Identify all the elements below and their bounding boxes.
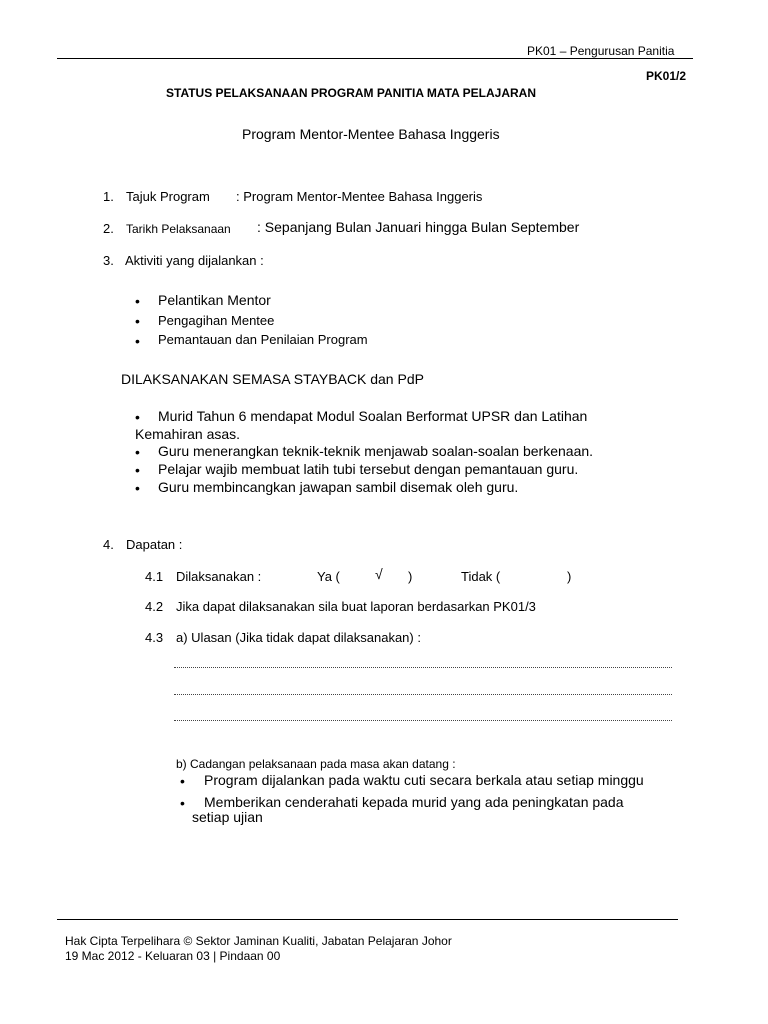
stayback-heading: DILAKSANAKAN SEMASA STAYBACK dan PdP xyxy=(121,371,424,387)
item3-label: Aktiviti yang dijalankan : xyxy=(125,253,264,268)
item1-label: Tajuk Program xyxy=(126,189,210,204)
stayback-item-continued: Kemahiran asas. xyxy=(135,426,241,442)
activity-item: Pemantauan dan Penilaian Program xyxy=(158,332,368,347)
ya-close-paren: ) xyxy=(408,569,413,584)
bullet-icon: • xyxy=(180,795,185,811)
cadangan-label: b) Cadangan pelaksanaan pada masa akan datang : xyxy=(176,757,456,771)
cadangan-item: Program dijalankan pada waktu cuti secara berkala atau setiap minggu xyxy=(204,772,644,788)
bullet-icon: • xyxy=(135,480,140,496)
dapatan-number: 4. xyxy=(103,537,114,552)
d43-number: 4.3 xyxy=(145,630,164,645)
d43-text: a) Ulasan (Jika tidak dapat dilaksanakan) : xyxy=(176,630,421,645)
tidak-label: Tidak ( xyxy=(461,569,501,584)
d41-label: Dilaksanakan : xyxy=(176,569,262,584)
stayback-item: Guru menerangkan teknik-teknik menjawab soalan-soalan berkenaan. xyxy=(158,443,594,459)
ya-checkmark-icon: √ xyxy=(375,566,383,582)
footer-version: 19 Mac 2012 - Keluaran 03 | Pindaan 00 xyxy=(65,949,281,963)
d42-text: Jika dapat dilaksanakan sila buat laporan berdasarkan PK01/3 xyxy=(176,599,536,614)
stayback-item: Pelajar wajib membuat latih tubi tersebut dengan pemantauan guru. xyxy=(158,461,579,477)
item1-value: : Program Mentor-Mentee Bahasa Inggeris xyxy=(236,189,483,204)
d42-number: 4.2 xyxy=(145,599,164,614)
d41-number: 4.1 xyxy=(145,569,164,584)
bullet-icon: • xyxy=(135,462,140,478)
dapatan-label: Dapatan : xyxy=(126,537,183,552)
answer-line xyxy=(174,694,672,695)
program-subtitle: Program Mentor-Mentee Bahasa Inggeris xyxy=(242,126,500,142)
ya-label: Ya ( xyxy=(317,569,340,584)
activity-item: Pelantikan Mentor xyxy=(158,292,271,308)
header-rule xyxy=(57,58,693,59)
item1-number: 1. xyxy=(103,189,114,204)
activity-item: Pengagihan Mentee xyxy=(158,313,275,328)
footer-rule xyxy=(57,919,678,920)
tidak-close-paren: ) xyxy=(567,569,572,584)
form-code: PK01/2 xyxy=(646,69,687,83)
item2-value: : Sepanjang Bulan Januari hingga Bulan September xyxy=(257,219,580,235)
answer-line xyxy=(174,667,672,668)
answer-line xyxy=(174,720,672,721)
bullet-icon: • xyxy=(135,409,140,425)
cadangan-item: Memberikan cenderahati kepada murid yang ada peningkatan pada xyxy=(204,794,624,810)
page-title: STATUS PELAKSANAAN PROGRAM PANITIA MATA PELAJARAN xyxy=(166,86,536,100)
bullet-icon: • xyxy=(135,313,140,329)
item2-number: 2. xyxy=(103,221,114,236)
stayback-item: Murid Tahun 6 mendapat Modul Soalan Berformat UPSR dan Latihan xyxy=(158,408,588,424)
bullet-icon: • xyxy=(135,293,140,309)
header-code: PK01 – Pengurusan Panitia xyxy=(527,44,675,58)
footer-copyright: Hak Cipta Terpelihara © Sektor Jaminan Kualiti, Jabatan Pelajaran Johor xyxy=(65,934,452,948)
cadangan-item-continued: setiap ujian xyxy=(192,809,263,825)
stayback-item: Guru membincangkan jawapan sambil disemak oleh guru. xyxy=(158,479,519,495)
bullet-icon: • xyxy=(180,773,185,789)
item2-label: Tarikh Pelaksanaan xyxy=(126,222,231,236)
item3-number: 3. xyxy=(103,253,114,268)
bullet-icon: • xyxy=(135,333,140,349)
bullet-icon: • xyxy=(135,444,140,460)
